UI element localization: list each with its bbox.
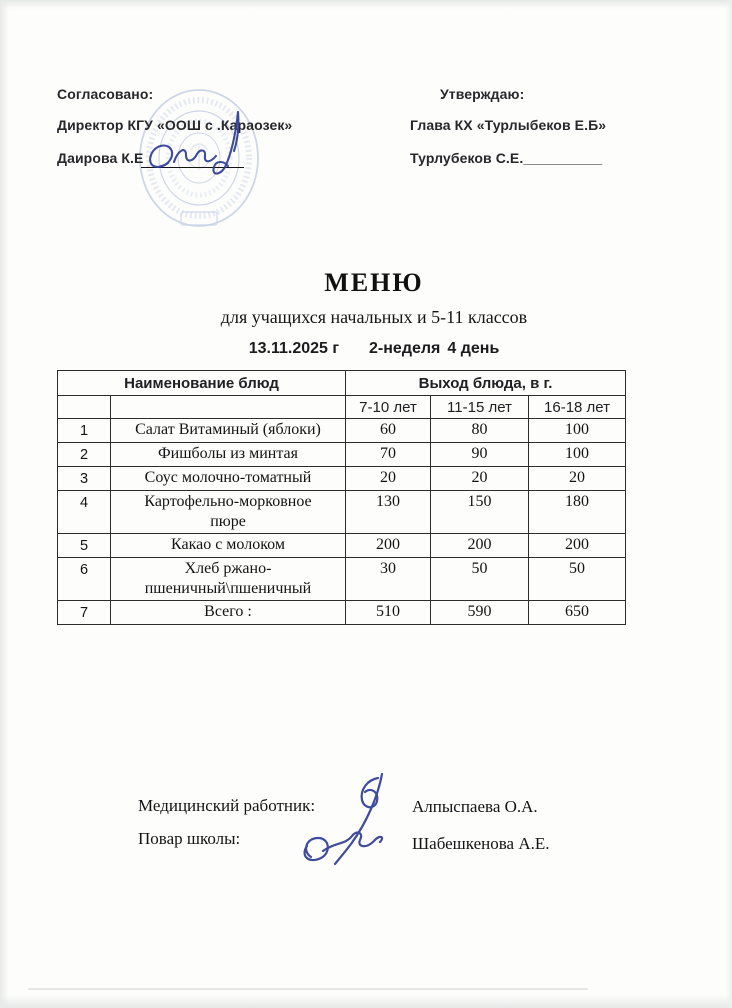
dish-value: 50 <box>431 558 529 601</box>
table-row <box>58 558 626 601</box>
dish-name: Хлеб ржано-пшеничный\пшеничный <box>111 558 346 601</box>
approval-right-signer: Турлубеков С.Е.__________ <box>410 150 603 166</box>
scan-noise-line <box>28 988 588 990</box>
row-number: 1 <box>58 419 111 443</box>
table-row <box>58 491 626 534</box>
scan-edge-right <box>726 0 732 1008</box>
dish-value: 100 <box>529 419 626 443</box>
dish-name: Салат Витаминый (яблоки) <box>111 419 346 443</box>
menu-table <box>57 370 626 625</box>
menu-day: 4 день <box>447 340 500 357</box>
row-number: 2 <box>58 443 111 467</box>
approval-right-label: Утверждаю: <box>440 86 525 102</box>
approval-left-label: Согласовано: <box>57 86 154 102</box>
dish-value: 20 <box>529 467 626 491</box>
cook-label: Повар школы: <box>138 829 241 848</box>
table-header-row <box>58 371 626 396</box>
dish-value: 90 <box>431 443 529 467</box>
staff-signature <box>295 770 405 870</box>
dish-value: 180 <box>529 491 626 534</box>
total-label: Всего : <box>111 601 346 625</box>
header-dish-name: Наименование блюд <box>58 371 346 396</box>
dish-value: 100 <box>529 443 626 467</box>
medical-worker-name: Алпыспаева О.А. <box>412 797 538 816</box>
medical-worker-label: Медицинский работник: <box>138 796 316 815</box>
dish-value: 200 <box>529 534 626 558</box>
subheader-age-11-15: 11-15 лет <box>431 396 529 419</box>
dish-name: Фишболы из минтая <box>111 443 346 467</box>
scan-edge-left <box>0 0 9 1008</box>
dish-name: Картофельно-морковное пюре <box>111 491 346 534</box>
approval-left-org: Директор КГУ «ООШ с .Караозек» <box>57 117 293 133</box>
dish-value: 200 <box>346 534 431 558</box>
table-row-total <box>58 601 626 625</box>
table-row <box>58 534 626 558</box>
row-number: 5 <box>58 534 111 558</box>
table-row <box>58 443 626 467</box>
table-subheader-row <box>58 396 626 419</box>
row-number: 7 <box>58 601 111 625</box>
dish-value: 20 <box>346 467 431 491</box>
dish-value: 70 <box>346 443 431 467</box>
total-value: 650 <box>529 601 626 625</box>
table-row <box>58 419 626 443</box>
dish-value: 60 <box>346 419 431 443</box>
menu-date-line <box>40 340 708 358</box>
approval-left-signer: Даирова К.Е <box>57 150 144 166</box>
dish-value: 80 <box>431 419 529 443</box>
total-value: 510 <box>346 601 431 625</box>
dish-value: 50 <box>529 558 626 601</box>
dish-name: Соус молочно-томатный <box>111 467 346 491</box>
menu-week: 2-неделя <box>369 340 441 357</box>
scan-edge-top <box>0 0 732 9</box>
dish-value: 30 <box>346 558 431 601</box>
row-number: 6 <box>58 558 111 601</box>
header-output: Выход блюда, в г. <box>346 371 626 396</box>
director-signature <box>135 105 255 185</box>
dish-value: 20 <box>431 467 529 491</box>
subheader-empty-name <box>111 396 346 419</box>
total-value: 590 <box>431 601 529 625</box>
dish-value: 200 <box>431 534 529 558</box>
dish-value: 150 <box>431 491 529 534</box>
row-number: 3 <box>58 467 111 491</box>
scan-edge-bottom <box>0 995 732 1008</box>
subheader-empty-num <box>58 396 111 419</box>
approval-right-org: Глава КХ «Турлыбеков Е.Б» <box>410 117 607 133</box>
subheader-age-7-10: 7-10 лет <box>346 396 431 419</box>
subheader-age-16-18: 16-18 лет <box>529 396 626 419</box>
dish-value: 130 <box>346 491 431 534</box>
table-row <box>58 467 626 491</box>
cook-name: Шабешкенова А.Е. <box>412 834 550 853</box>
menu-title: МЕНЮ <box>324 268 424 297</box>
row-number: 4 <box>58 491 111 534</box>
menu-date: 13.11.2025 г <box>248 340 340 357</box>
dish-name: Какао с молоком <box>111 534 346 558</box>
menu-subtitle: для учащихся начальных и 5-11 классов <box>220 307 528 327</box>
